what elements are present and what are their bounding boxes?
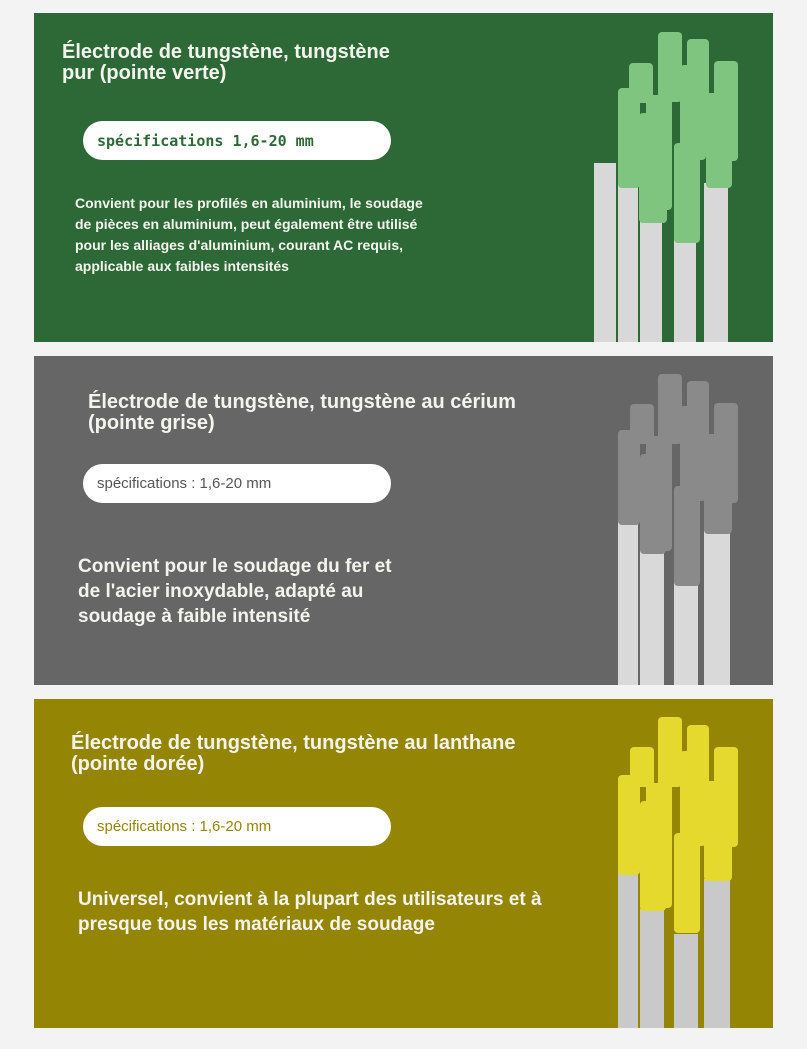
panel-pure-tungsten: [34, 13, 773, 342]
panel-description: Universel, convient à la plupart des utilisateurs et à presque tous les matériaux de soudage: [78, 889, 542, 935]
panel-description: Convient pour le soudage du fer et de l'acier inoxydable, adapté au soudage à faible intensité: [78, 556, 392, 627]
spec-badge: spécifications 1,6-20 mm: [83, 121, 391, 160]
gold-tip-rods-illustration: [574, 699, 773, 1028]
panel-description: Convient pour les profilés en aluminium, le soudage de pièces en aluminium, peut également être utilisé pour les alliages d'aluminium, courant AC requis, applicable aux faibles intensités: [75, 195, 423, 274]
spec-badge: spécifications : 1,6-20 mm: [83, 464, 391, 503]
panel-title: Électrode de tungstène, tungstène pur (pointe verte): [62, 41, 390, 84]
panel-title: Électrode de tungstène, tungstène au lanthane (pointe dorée): [71, 732, 516, 775]
green-tip-rods-illustration: [574, 13, 773, 342]
grey-tip-rods-illustration: [574, 356, 773, 685]
panel-title: Électrode de tungstène, tungstène au cérium (pointe grise): [88, 391, 516, 434]
panel-lanthanum-tungsten: [34, 699, 773, 1028]
spec-badge: spécifications : 1,6-20 mm: [83, 807, 391, 846]
panel-cerium-tungsten: [34, 356, 773, 685]
